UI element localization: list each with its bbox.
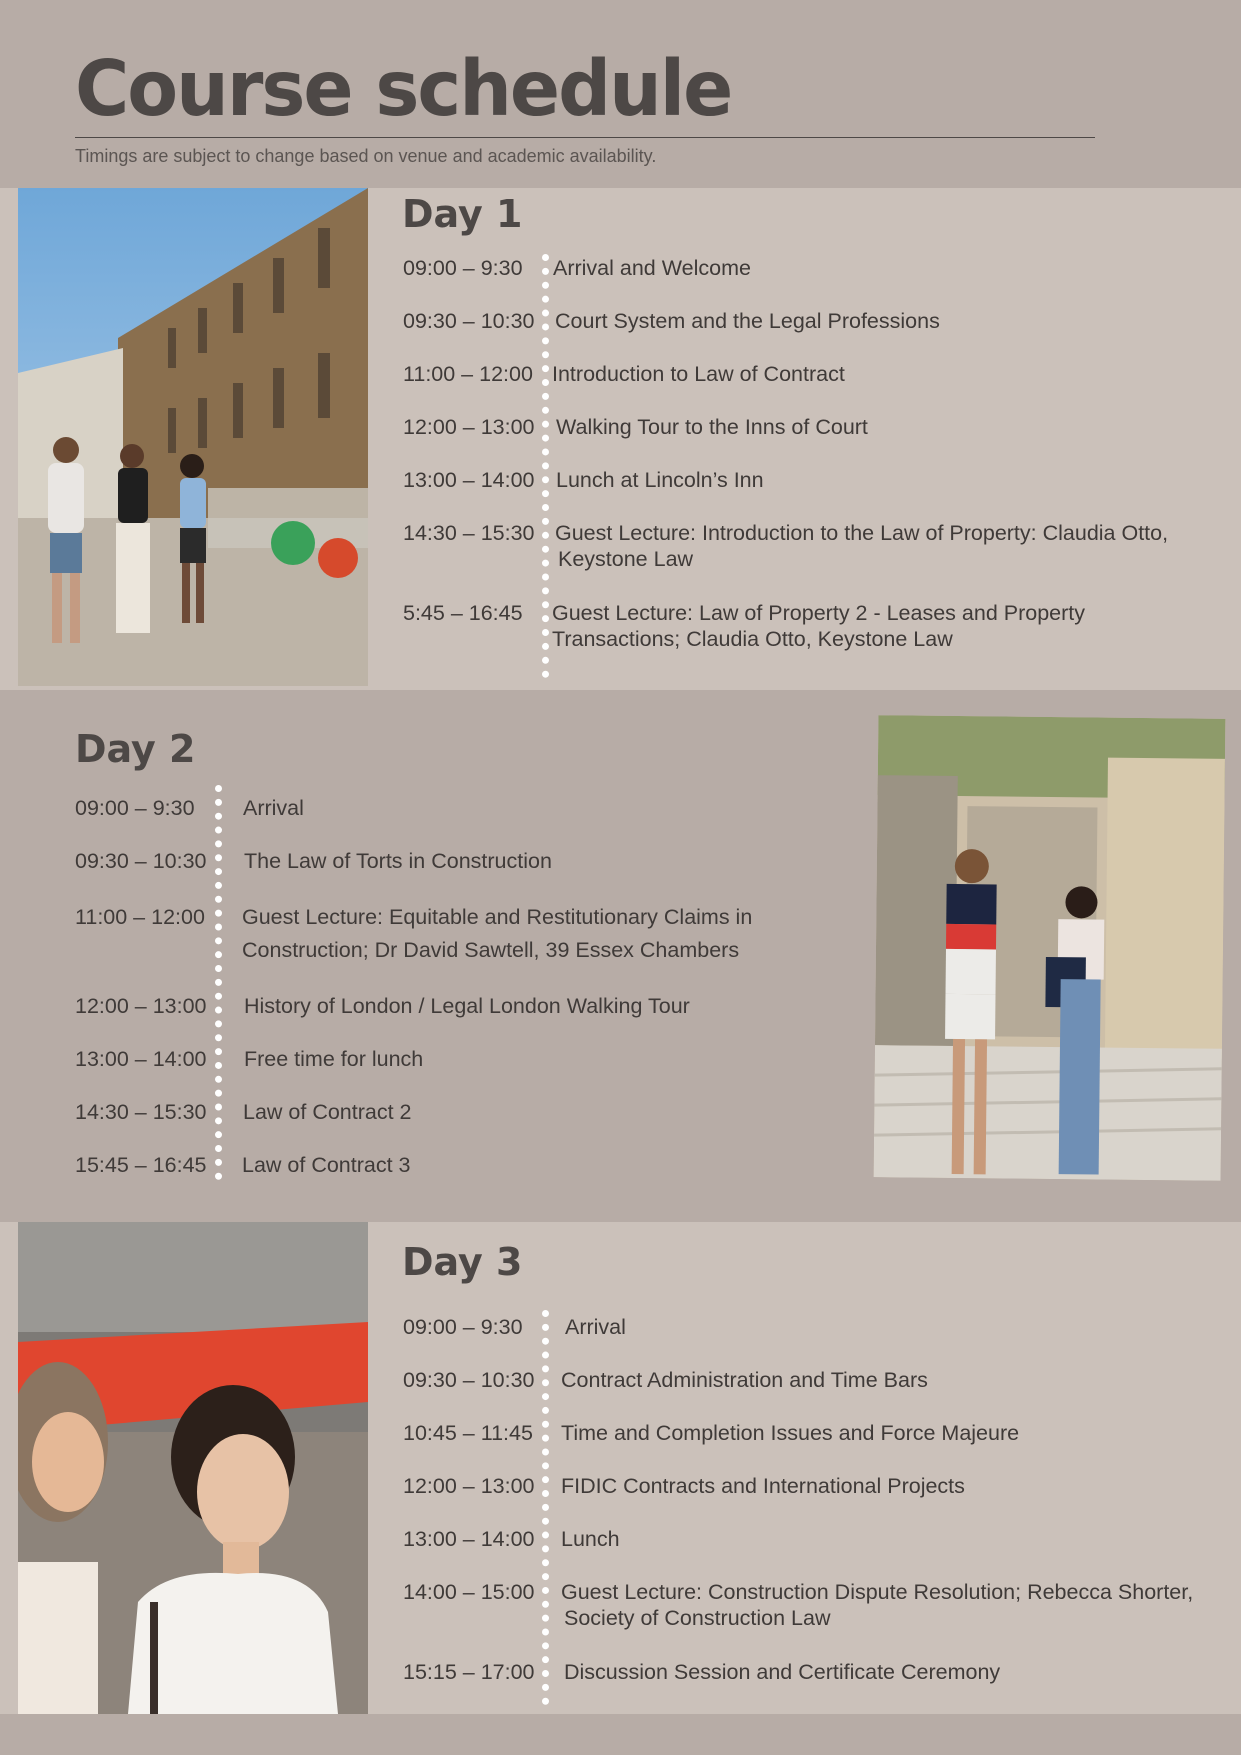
day2-photo [874,715,1226,1181]
row-time: 5:45 – 16:45 [403,601,523,625]
day1-timeline-dots [542,254,549,678]
row-time: 15:15 – 17:00 [403,1660,535,1684]
row-description: The Law of Torts in Construction [244,849,552,873]
page-title: Course schedule [75,44,732,134]
row-time: 10:45 – 11:45 [403,1421,533,1445]
row-description: Time and Completion Issues and Force Majeure [561,1421,1020,1445]
row-description: Contract Administration and Time Bars [561,1368,928,1392]
row-time: 09:00 – 9:30 [75,796,195,820]
page-header [0,0,1241,188]
row-time: 13:00 – 14:00 [403,468,535,492]
row-time: 14:30 – 15:30 [403,521,535,545]
students-walking-campus-image [18,188,368,686]
page-subtitle: Timings are subject to change based on venue and academic availability. [75,146,657,166]
students-smiling-image [18,1222,368,1714]
row-description-continued: Society of Construction Law [564,1606,831,1630]
row-time: 09:00 – 9:30 [403,256,523,280]
row-time: 15:45 – 16:45 [75,1153,207,1177]
row-time: 13:00 – 14:00 [75,1047,207,1071]
row-time: 09:30 – 10:30 [75,849,207,873]
row-description: Guest Lecture: Construction Dispute Resolution; Rebecca Shorter, [561,1580,1194,1604]
row-time: 12:00 – 13:00 [403,1474,535,1498]
row-time: 09:30 – 10:30 [403,309,535,333]
title-divider [75,137,1095,138]
row-description: Arrival [565,1315,626,1339]
day2-title: Day 2 [75,727,196,771]
row-description-continued: Transactions; Claudia Otto, Keystone Law [552,627,953,651]
row-description: Guest Lecture: Equitable and Restitutionary Claims in [242,905,753,929]
row-description: Introduction to Law of Contract [552,362,845,386]
row-time: 11:00 – 12:00 [403,362,533,386]
row-time: 13:00 – 14:00 [403,1527,535,1551]
row-description: Guest Lecture: Law of Property 2 - Leases and Property [552,601,1086,625]
row-time: 12:00 – 13:00 [75,994,207,1018]
row-description: Free time for lunch [244,1047,424,1071]
row-time: 14:00 – 15:00 [403,1580,535,1604]
row-description: Arrival [243,796,304,820]
day2-timeline-dots [215,785,222,1180]
row-description: Lunch [561,1527,620,1551]
day1-photo [18,188,368,686]
row-time: 09:00 – 9:30 [403,1315,523,1339]
row-time: 11:00 – 12:00 [75,905,205,929]
row-description-continued: Construction; Dr David Sawtell, 39 Essex Chambers [242,938,740,962]
row-time: 12:00 – 13:00 [403,415,535,439]
row-description: Court System and the Legal Professions [555,309,940,333]
row-time: 14:30 – 15:30 [75,1100,207,1124]
day3-photo [18,1222,368,1714]
two-students-walking-image [874,715,1226,1181]
row-time: 09:30 – 10:30 [403,1368,535,1392]
day3-timeline-dots [542,1310,549,1705]
row-description-continued: Keystone Law [558,547,694,571]
row-description: Guest Lecture: Introduction to the Law of Property: Claudia Otto, [555,521,1169,545]
row-description: Law of Contract 2 [243,1100,412,1124]
day1-title: Day 1 [402,192,523,236]
row-description: Discussion Session and Certificate Ceremony [564,1660,1001,1684]
row-description: Arrival and Welcome [553,256,751,280]
row-description: Law of Contract 3 [242,1153,411,1177]
row-description: Walking Tour to the Inns of Court [556,415,868,439]
row-description: FIDIC Contracts and International Projects [561,1474,965,1498]
row-description: Lunch at Lincoln’s Inn [556,468,764,492]
row-description: History of London / Legal London Walking Tour [244,994,690,1018]
day3-title: Day 3 [402,1240,523,1284]
